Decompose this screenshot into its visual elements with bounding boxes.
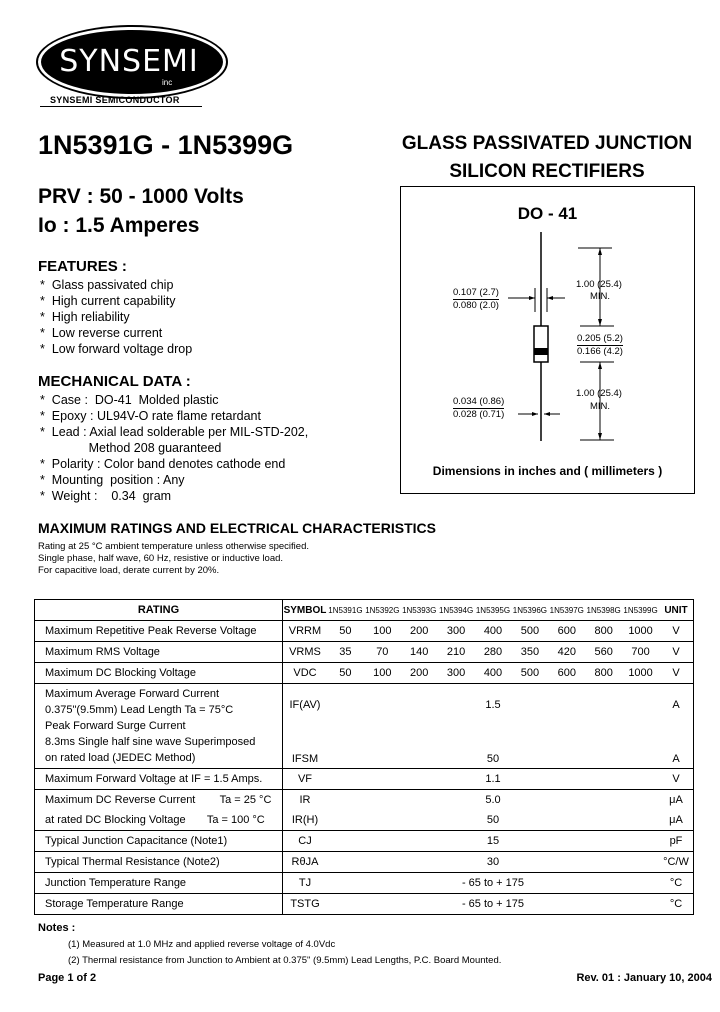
dim-label: 0.166 (4.2) (577, 346, 623, 357)
row-symbol: IFSM (291, 753, 319, 765)
table-row (35, 642, 694, 663)
logo-inc: inc (162, 78, 173, 87)
row-value: 350 (520, 646, 540, 658)
table-row (35, 684, 694, 769)
table-row (35, 663, 694, 684)
ratings-table (34, 599, 694, 915)
row-value: 700 (631, 646, 650, 658)
dim-label: 0.205 (5.2) (577, 333, 623, 344)
revision-date: Rev. 01 : January 10, 2004 (576, 972, 712, 984)
mechanical-item: * Mounting position : Any (40, 473, 185, 487)
row-value: 200 (410, 625, 429, 637)
mechanical-heading: MECHANICAL DATA : (38, 373, 191, 390)
row-value: 800 (594, 667, 613, 679)
row-value: 500 (520, 625, 540, 637)
row-rating: Typical Junction Capacitance (Note1) (35, 831, 283, 852)
row-symbol: TJ (298, 877, 312, 889)
row-value: 140 (410, 646, 429, 658)
row-value: 400 (483, 667, 503, 679)
feature-item: * High current capability (40, 294, 176, 308)
row-value: 280 (483, 646, 503, 658)
row-value: - 65 to + 175 (461, 898, 525, 910)
row-symbol: RθJA (291, 856, 319, 868)
features-list (40, 277, 192, 357)
package-drawing (400, 186, 694, 486)
row-value: 420 (557, 646, 576, 658)
condition-text: Rating at 25 °C ambient temperature unless otherwise specified. (38, 541, 309, 552)
col-rating: RATING (35, 600, 283, 621)
row-unit: °C/W (663, 856, 689, 868)
package-title: DO - 41 (517, 204, 578, 223)
mechanical-list (40, 392, 308, 504)
feature-item: * High reliability (40, 310, 130, 324)
row-unit: V (672, 773, 680, 785)
mechanical-item: * Polarity : Color band denotes cathode end (40, 457, 286, 471)
divider (40, 106, 202, 107)
row-value: 300 (446, 625, 466, 637)
row-value: 30 (486, 856, 500, 868)
dim-label: 1.00 (25.4) (576, 279, 622, 290)
row-value: 1000 (628, 625, 653, 637)
col-unit: UNIT (664, 604, 688, 616)
part-title: 1N5391G - 1N5399G (38, 130, 294, 160)
dim-label: 0.107 (2.7) (453, 287, 499, 298)
row-rating: Maximum Forward Voltage at IF = 1.5 Amps. (35, 769, 283, 790)
col-symbol: SYMBOL (283, 604, 327, 616)
row-unit: A (672, 753, 680, 765)
company-name: SYNSEMI SEMICONDUCTOR (50, 95, 180, 105)
row-value: 50 (339, 667, 352, 679)
features-heading: FEATURES : (38, 258, 127, 275)
row-value: 15 (486, 835, 500, 847)
row-rating: Maximum Repetitive Peak Reverse Voltage (35, 621, 283, 642)
col-part: 1N5393G (402, 605, 437, 615)
row-value: 50 (486, 753, 500, 765)
col-part: 1N5391G (328, 605, 363, 615)
row-value: 600 (557, 625, 576, 637)
row-rating: Storage Temperature Range (35, 894, 283, 915)
ratings-heading: MAXIMUM RATINGS AND ELECTRICAL CHARACTERISTICS (38, 520, 436, 536)
col-part: 1N5394G (438, 605, 474, 615)
row-value: 1.1 (485, 773, 501, 785)
note-item: (2) Thermal resistance from Junction to Ambient at 0.375" (9.5mm) Lead Lengths, P.C. Board Mounted. (68, 955, 502, 966)
row-value: 500 (520, 667, 540, 679)
col-part: 1N5397G (549, 605, 584, 615)
feature-item: * Glass passivated chip (40, 278, 174, 292)
logo-name: SYNSEMI (59, 44, 199, 79)
row-value: 560 (594, 646, 613, 658)
row-unit: A (672, 699, 680, 711)
row-value: 100 (373, 625, 392, 637)
feature-item: * Low reverse current (40, 326, 163, 340)
table-row (35, 621, 694, 642)
dim-label: MIN. (590, 291, 611, 302)
row-rating: Maximum DC Reverse Current Ta = 25 °C (45, 794, 272, 806)
row-symbol: TSTG (290, 898, 320, 910)
io-spec: Io : 1.5 Amperes (38, 214, 200, 237)
dim-label: 0.028 (0.71) (453, 409, 505, 420)
row-unit: μA (669, 814, 683, 826)
table-row (35, 790, 694, 831)
row-value: 200 (410, 667, 429, 679)
row-unit: μA (669, 794, 683, 806)
row-unit: °C (669, 877, 683, 889)
row-value: 50 (486, 814, 500, 826)
row-rating: Maximum Average Forward Current (45, 688, 220, 700)
row-value: 600 (557, 667, 576, 679)
row-rating: Typical Thermal Resistance (Note2) (35, 852, 283, 873)
product-title-line1: GLASS PASSIVATED JUNCTION (401, 133, 693, 154)
condition-text: For capacitive load, derate current by 20%. (38, 565, 220, 576)
row-unit: pF (669, 835, 683, 847)
row-value: 1000 (628, 667, 653, 679)
dim-label: 0.034 (0.86) (453, 396, 505, 407)
row-value: 400 (483, 625, 503, 637)
row-value: 800 (594, 625, 613, 637)
row-value: 35 (339, 646, 352, 658)
row-rating: Junction Temperature Range (35, 873, 283, 894)
row-unit: V (672, 667, 680, 679)
row-unit: V (672, 646, 680, 658)
row-symbol: IR (299, 794, 311, 806)
col-part: 1N5395G (475, 605, 511, 615)
col-part: 1N5399G (623, 605, 658, 615)
row-symbol: IF(AV) (289, 699, 321, 711)
row-rating: at rated DC Blocking Voltage Ta = 100 °C (45, 814, 265, 826)
row-rating: Maximum RMS Voltage (35, 642, 283, 663)
row-rating: 0.375"(9.5mm) Lead Length Ta = 75°C (45, 704, 234, 716)
dim-label: MIN. (590, 401, 611, 412)
row-unit: V (672, 625, 680, 637)
mechanical-item: * Case : DO-41 Molded plastic (40, 393, 219, 407)
note-item: (1) Measured at 1.0 MHz and applied reverse voltage of 4.0Vdc (68, 939, 336, 950)
row-rating: Peak Forward Surge Current (45, 720, 186, 732)
diagram-caption: Dimensions in inches and ( millimeters ) (432, 464, 663, 478)
product-title-line2: SILICON RECTIFIERS (449, 161, 645, 182)
prv-spec: PRV : 50 - 1000 Volts (38, 185, 244, 208)
row-rating: 8.3ms Single half sine wave Superimposed (45, 736, 256, 748)
table-row (35, 769, 694, 790)
condition-text: Single phase, half wave, 60 Hz, resistive or inductive load. (38, 553, 284, 564)
mechanical-item: * Weight : 0.34 gram (40, 489, 172, 503)
feature-item: * Low forward voltage drop (40, 342, 193, 356)
row-symbol: VRRM (288, 625, 322, 637)
table-row (35, 894, 694, 915)
col-part: 1N5396G (512, 605, 547, 615)
row-rating: Maximum DC Blocking Voltage (35, 663, 283, 684)
row-value: - 65 to + 175 (461, 877, 525, 889)
notes-heading: Notes : (38, 922, 76, 934)
row-value: 100 (373, 667, 392, 679)
row-value: 70 (376, 646, 389, 658)
col-part: 1N5398G (586, 605, 621, 615)
row-symbol: VRMS (289, 646, 321, 658)
dim-label: 1.00 (25.4) (576, 388, 622, 399)
row-value: 210 (446, 646, 466, 658)
table-row (35, 852, 694, 873)
mechanical-item: * Lead : Axial lead solderable per MIL-STD-202, (40, 425, 309, 439)
row-symbol: VDC (293, 667, 317, 679)
row-symbol: IR(H) (291, 814, 319, 826)
row-value: 5.0 (485, 794, 501, 806)
table-header-row (35, 600, 694, 621)
page-number: Page 1 of 2 (38, 972, 97, 984)
row-rating: on rated load (JEDEC Method) (45, 752, 196, 764)
row-value: 300 (446, 667, 466, 679)
row-symbol: VF (297, 773, 313, 785)
row-value: 1.5 (485, 699, 501, 711)
row-unit: °C (669, 898, 683, 910)
row-value: 50 (339, 625, 352, 637)
table-row (35, 873, 694, 894)
dim-label: 0.080 (2.0) (453, 300, 499, 311)
row-symbol: CJ (298, 835, 312, 847)
mechanical-item: * Epoxy : UL94V-O rate flame retardant (40, 409, 261, 423)
table-row (35, 831, 694, 852)
col-part: 1N5392G (365, 605, 400, 615)
mechanical-item: Method 208 guaranteed (40, 441, 222, 455)
